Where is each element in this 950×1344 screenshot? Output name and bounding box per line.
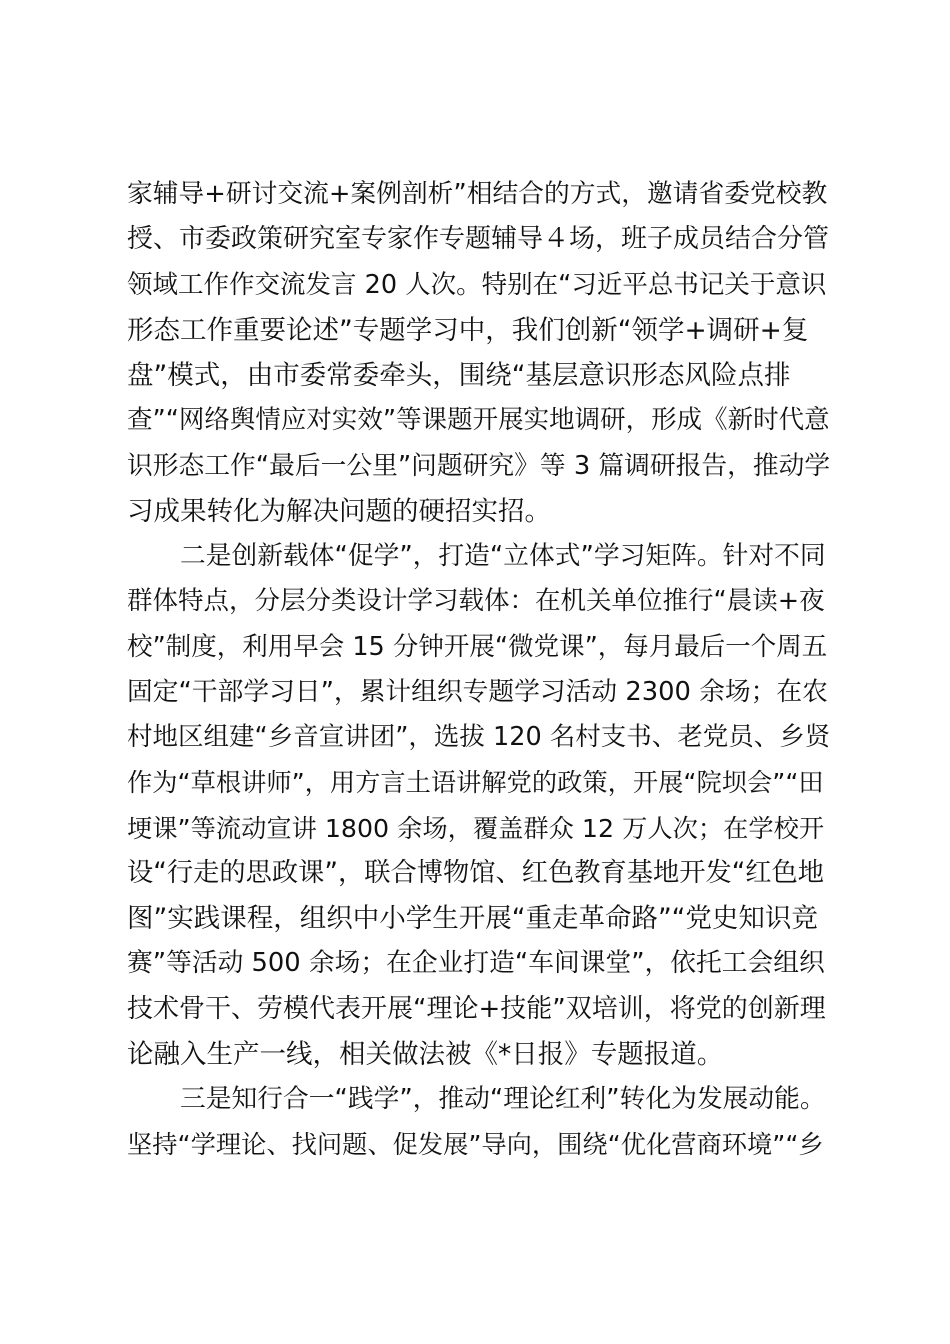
text-line: 形态工作重要论述”专题学习中，我们创新“领学+调研+复 xyxy=(127,314,809,346)
text-line: 盘”模式，由市委常委牵头，围绕“基层意识形态风险点排 xyxy=(127,360,791,391)
text-line: 习成果转化为解决问题的硬招实招。 xyxy=(127,495,551,527)
text-line: 领域工作作交流发言 20 人次。特别在“习近平总书记关于意识 xyxy=(127,269,827,300)
text-line: 赛”等活动 500 余场；在企业打造“车间课堂”，依托工会组织 xyxy=(127,948,825,979)
paragraph-first-line: 二是创新载体“促学”，打造“立体式”学习矩阵。针对不同 xyxy=(180,541,826,571)
text-line: 村地区组建“乡音宣讲团”，选拔 120 名村支书、老党员、乡贤 xyxy=(127,722,830,752)
paragraph-first-line: 三是知行合一“践学”，推动“理论红利”转化为发展动能。 xyxy=(180,1084,826,1114)
text-line: 授、市委政策研究室专家作专题辅导４场，班子成员结合分管 xyxy=(127,224,830,255)
text-line: 家辅导+研讨交流+案例剖析”相结合的方式，邀请省委党校教 xyxy=(127,179,828,209)
text-line: 群体特点，分层分类设计学习载体：在机关单位推行“晨读+夜 xyxy=(127,586,825,617)
text-line: 校”制度，利用早会 15 分钟开展“微党课”，每月最后一个周五 xyxy=(127,631,828,662)
text-line: 埂课”等流动宣讲 1800 余场，覆盖群众 12 万人次；在学校开 xyxy=(127,813,825,843)
text-line: 技术骨干、劳模代表开展“理论+技能”双培训，将党的创新理 xyxy=(127,993,826,1024)
text-line: 图”实践课程，组织中小学生开展“重走革命路”“党史知识竞 xyxy=(127,903,818,934)
text-line: 识形态工作“最后一公里”问题研究》等 3 篇调研报告，推动学 xyxy=(127,450,830,481)
text-line: 固定“干部学习日”，累计组织专题学习活动 2300 余场；在农 xyxy=(127,676,828,707)
text-line: 查”“网络舆情应对实效”等课题开展实地调研，形成《新时代意 xyxy=(127,405,830,436)
text-line: 设“行走的思政课”，联合博物馆、红色教育基地开发“红色地 xyxy=(127,857,825,888)
body-text xyxy=(127,172,830,1168)
text-line: 坚持“学理论、找问题、促发展”导向，围绕“优化营商环境”“乡 xyxy=(127,1130,824,1160)
text-line: 论融入生产一线，相关做法被《*日报》专题报道。 xyxy=(127,1038,724,1070)
text-line: 作为“草根讲师”，用方言土语讲解党的政策，开展“院坝会”“田 xyxy=(127,768,824,798)
